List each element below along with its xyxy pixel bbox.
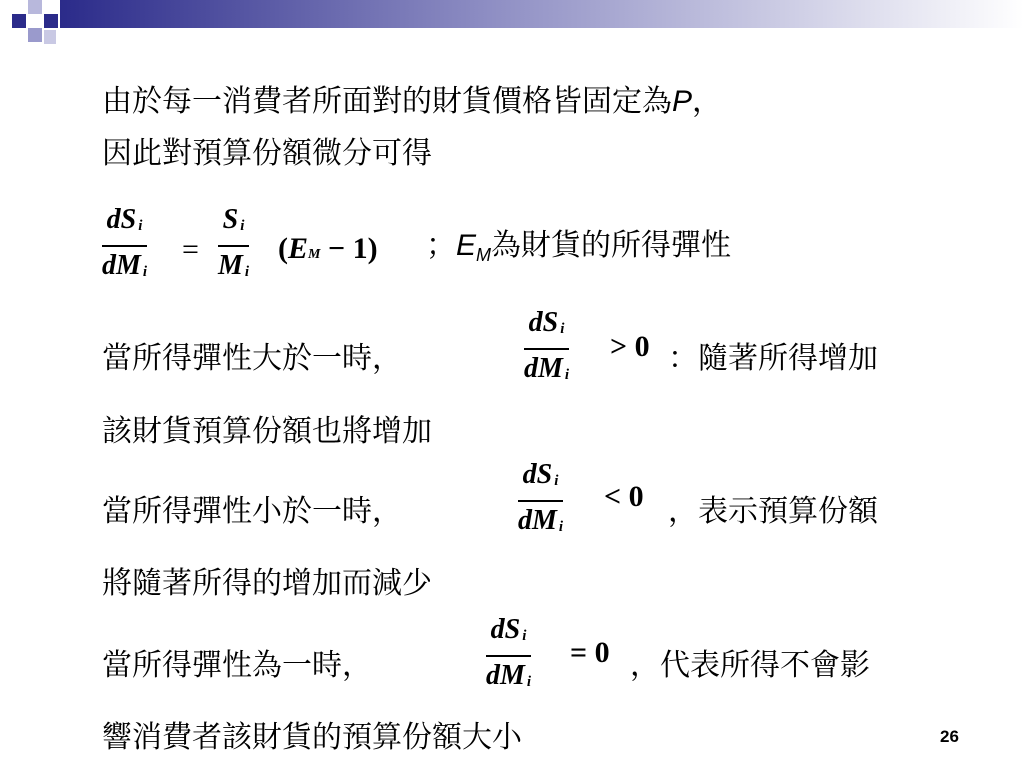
case3-text-b: ，代表所得不會影: [630, 648, 870, 683]
price-variable: P: [672, 85, 693, 118]
case2-text-a: 當所得彈性小於一時，: [102, 494, 402, 529]
header-decoration: [0, 0, 1024, 52]
page-number: 26: [940, 727, 959, 746]
intro-line-2: 因此對預算份額微分可得: [102, 136, 432, 171]
intro-line-1: [102, 84, 722, 120]
case1-inequality: > 0: [610, 330, 650, 363]
eq1-equals: =: [182, 233, 199, 266]
case3-text-a: 當所得彈性為一時，: [102, 648, 372, 683]
eq1-elasticity-term: (EM − 1): [278, 232, 378, 265]
case2-fraction: dS i dM i: [518, 459, 564, 536]
case2-text-b: ，表示預算份額: [668, 494, 878, 529]
case1-fraction: dS i dM i: [524, 307, 570, 384]
case3-text-c: 響消費者該財貨的預算份額大小: [102, 720, 522, 755]
intro-comma: ，: [692, 84, 723, 119]
case3-fraction: dS i dM i: [486, 614, 532, 691]
case1-text-a: 當所得彈性大於一時，: [102, 341, 402, 376]
eq1-rhs-fraction: Si Mi: [218, 204, 250, 281]
case1-text-b: ：隨著所得增加: [668, 341, 878, 376]
case3-equality: = 0: [570, 636, 610, 669]
eq1-note: ；$E_M$為財貨的所得彈性: [426, 228, 732, 265]
eq1-lhs-fraction: dS i dM i: [102, 204, 148, 281]
intro-text: 由於每一消費者所面對的財貨價格皆固定為: [102, 84, 672, 119]
case2-inequality: < 0: [604, 480, 644, 513]
case1-text-c: 該財貨預算份額也將增加: [102, 414, 432, 449]
case2-text-c: 將隨著所得的增加而減少: [102, 566, 432, 601]
